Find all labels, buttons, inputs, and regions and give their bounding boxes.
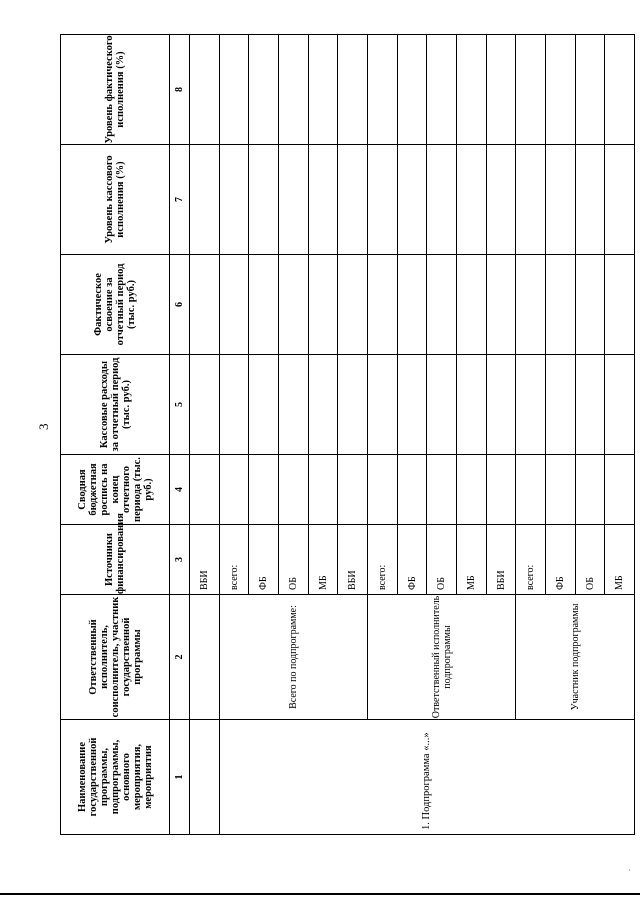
- source-cell: ВБИ: [338, 525, 368, 595]
- table-cell: [486, 355, 516, 455]
- source-cell: ФБ: [249, 525, 279, 595]
- table-cell: [575, 255, 605, 355]
- table-cell: [190, 595, 220, 720]
- report-table-container: [60, 35, 635, 835]
- column-number: 1: [170, 720, 190, 835]
- table-cell: [368, 145, 398, 255]
- table-cell: [279, 255, 309, 355]
- table-cell: [190, 145, 220, 255]
- table-cell: [457, 455, 487, 525]
- table-cell: [338, 355, 368, 455]
- group-label: Всего по подпрограмме:: [219, 595, 367, 720]
- table-cell: [427, 35, 457, 145]
- source-cell: МБ: [457, 525, 487, 595]
- table-cell: [190, 255, 220, 355]
- table-cell: [249, 145, 279, 255]
- header-cell: Наименование государственной программы, подпрограммы, основного мероприятия, мероприятия: [61, 720, 170, 835]
- column-number: 3: [170, 525, 190, 595]
- group-label: Ответственный исполнитель подпрограммы: [368, 595, 516, 720]
- table-cell: [457, 355, 487, 455]
- source-cell: всего:: [516, 525, 546, 595]
- table-cell: [368, 255, 398, 355]
- source-cell: МБ: [308, 525, 338, 595]
- table-cell: [279, 455, 309, 525]
- source-cell: ФБ: [546, 525, 576, 595]
- scan-mark: ·: [628, 865, 631, 875]
- table-cell: [397, 355, 427, 455]
- column-number: 7: [170, 145, 190, 255]
- table-cell: [546, 35, 576, 145]
- source-cell: ОБ: [575, 525, 605, 595]
- table-cell: [397, 455, 427, 525]
- table-cell: [190, 720, 220, 835]
- table-cell: [546, 455, 576, 525]
- table-cell: [546, 255, 576, 355]
- table-cell: [338, 255, 368, 355]
- header-cell: Уровень кассового исполнения (%): [61, 145, 170, 255]
- source-cell: ОБ: [427, 525, 457, 595]
- table-cell: [219, 145, 249, 255]
- table-cell: [219, 355, 249, 455]
- column-number: 5: [170, 355, 190, 455]
- table-cell: [249, 35, 279, 145]
- source-cell: ФБ: [397, 525, 427, 595]
- table-cell: [397, 145, 427, 255]
- table-cell: [397, 255, 427, 355]
- table-cell: [546, 145, 576, 255]
- table-cell: [605, 255, 635, 355]
- table-cell: [249, 355, 279, 455]
- table-cell: [308, 145, 338, 255]
- column-number: 2: [170, 595, 190, 720]
- table-cell: [308, 255, 338, 355]
- header-cell: Уровень фактического исполнения (%): [61, 35, 170, 145]
- table-cell: [516, 455, 546, 525]
- table-cell: [249, 455, 279, 525]
- header-cell: Сводная бюджетная роспись на конец отчетного периода (тыс. руб.): [61, 455, 170, 525]
- table-cell: [486, 145, 516, 255]
- table-cell: [338, 455, 368, 525]
- table-cell: [368, 355, 398, 455]
- table-cell: [427, 145, 457, 255]
- source-cell: ВБИ: [190, 525, 220, 595]
- bottom-rule: [0, 893, 640, 895]
- table-cell: [486, 35, 516, 145]
- table-cell: [308, 35, 338, 145]
- table-cell: [575, 355, 605, 455]
- table-cell: [279, 145, 309, 255]
- table-cell: [427, 255, 457, 355]
- table-cell: [427, 455, 457, 525]
- table-cell: [605, 35, 635, 145]
- header-cell: Кассовые расходы за отчетный период (тыс. руб.): [61, 355, 170, 455]
- table-row: [219, 35, 249, 835]
- table-cell: [397, 35, 427, 145]
- header-row: [61, 35, 170, 835]
- table-cell: [516, 355, 546, 455]
- table-cell: [279, 35, 309, 145]
- header-cell: Источники финансирования: [61, 525, 170, 595]
- table-cell: [546, 355, 576, 455]
- table-cell: [575, 35, 605, 145]
- source-cell: всего:: [219, 525, 249, 595]
- source-cell: ВБИ: [486, 525, 516, 595]
- table-cell: [249, 255, 279, 355]
- table-row: [516, 35, 546, 835]
- table-cell: [516, 145, 546, 255]
- table-cell: [457, 35, 487, 145]
- source-cell: МБ: [605, 525, 635, 595]
- table-cell: [219, 35, 249, 145]
- header-cell: Фактическое освоение за отчетный период (тыс. руб.): [61, 255, 170, 355]
- table-cell: [516, 35, 546, 145]
- table-cell: [486, 255, 516, 355]
- table-cell: [308, 355, 338, 455]
- table-cell: [190, 355, 220, 455]
- table-cell: [486, 455, 516, 525]
- table-cell: [516, 255, 546, 355]
- table-row: [190, 35, 220, 835]
- table-cell: [605, 455, 635, 525]
- table-cell: [605, 145, 635, 255]
- column-number: 8: [170, 35, 190, 145]
- page-number: 3: [36, 423, 51, 430]
- subprogram-name: 1. Подпрограмма «...»: [219, 720, 634, 835]
- table-cell: [368, 455, 398, 525]
- table-cell: [575, 455, 605, 525]
- table-cell: [427, 355, 457, 455]
- table-row: [368, 35, 398, 835]
- table-cell: [219, 255, 249, 355]
- column-number: 4: [170, 455, 190, 525]
- table-cell: [605, 355, 635, 455]
- table-cell: [338, 35, 368, 145]
- source-cell: ОБ: [279, 525, 309, 595]
- table-cell: [190, 455, 220, 525]
- column-number: 6: [170, 255, 190, 355]
- column-number-row: [170, 35, 190, 835]
- source-cell: всего:: [368, 525, 398, 595]
- table-cell: [575, 145, 605, 255]
- table-cell: [368, 35, 398, 145]
- group-label: Участник подпрограммы: [516, 595, 635, 720]
- table-cell: [457, 255, 487, 355]
- table-cell: [279, 355, 309, 455]
- report-table: [60, 34, 635, 835]
- table-cell: [338, 145, 368, 255]
- table-cell: [457, 145, 487, 255]
- table-cell: [308, 455, 338, 525]
- header-cell: Ответственный исполнитель, соисполнитель, участник государственной программы: [61, 595, 170, 720]
- table-cell: [219, 455, 249, 525]
- table-cell: [190, 35, 220, 145]
